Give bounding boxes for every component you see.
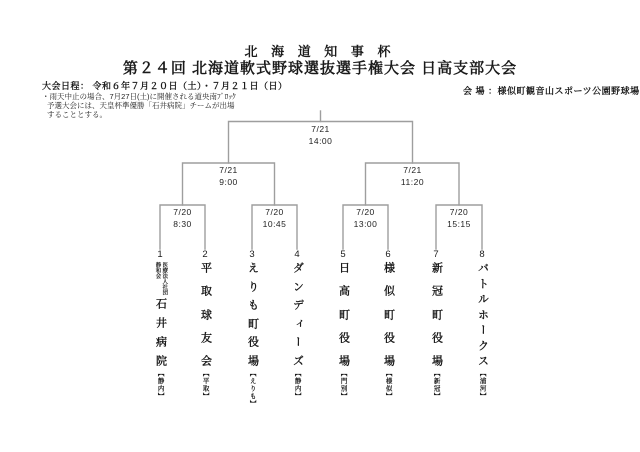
team-3-district: 【えりも】: [248, 370, 256, 408]
team-6-district: 【様似】: [384, 370, 392, 400]
org-prefix-left-column: 静和会: [154, 262, 161, 279]
team-7-name: 新 冠 町 役 場: [430, 262, 443, 366]
note-line-1: ・雨天中止の場合、7月27日(土)に開催される道央南ﾌﾞﾛｯｸ: [42, 92, 236, 101]
team-2-name: 平 取 球 友 会: [199, 262, 212, 366]
quarterfinal-2-date: 7/20: [265, 207, 284, 217]
team-column-5: [321, 249, 365, 400]
team-7-seed: 7: [433, 249, 439, 260]
team-3-seed: 3: [249, 249, 255, 260]
final-match-date: 7/21: [311, 124, 330, 134]
schedule-info: 大会日程： 令和６年７月２０日（土）・７月２１日（日）: [42, 81, 288, 91]
page-subtitle: 第２４回 北海道軟式野球選抜選手権大会 日高支部大会: [122, 60, 518, 77]
semifinal-1-date: 7/21: [219, 165, 238, 175]
venue-info: 会 場 ：様似町観音山スポーツ公園野球場: [463, 86, 640, 96]
team-5-seed: 5: [340, 249, 346, 260]
quarterfinal-1-date: 7/20: [173, 207, 192, 217]
note-line-2: 予選大会には、天皇杯準優勝「石井病院」チームが出場: [47, 101, 235, 110]
team-2-district: 【平取】: [201, 370, 209, 400]
team-column-6: [366, 249, 410, 400]
semifinal-1-time: 9:00: [219, 177, 238, 187]
quarterfinal-3-time: 13:00: [353, 219, 378, 229]
team-1-org-prefix: [154, 262, 167, 296]
team-4-seed: 4: [294, 249, 300, 260]
page-title: 北 海 道 知 事 杯: [244, 44, 396, 59]
quarterfinal-3-date: 7/20: [356, 207, 375, 217]
quarterfinal-4-date: 7/20: [449, 207, 469, 217]
team-8-name: バ ト ル ホ ー ク ス: [476, 262, 489, 366]
team-1-seed: 1: [157, 249, 163, 260]
team-6-seed: 6: [385, 249, 391, 260]
org-prefix-right-column: 医療法人社団: [161, 262, 168, 295]
team-6-name: 様 似 町 役 場: [382, 262, 395, 366]
team-4-district: 【静内】: [293, 370, 301, 400]
team-5-name: 日 高 町 役 場: [337, 262, 350, 366]
quarterfinal-2-time: 10:45: [262, 219, 287, 229]
quarterfinal-4-time: 15:15: [447, 219, 471, 229]
team-7-district: 【新冠】: [432, 370, 440, 400]
team-8-seed: 8: [479, 249, 485, 260]
final-match-time: 14:00: [308, 136, 333, 146]
quarterfinal-1-time: 8:30: [173, 219, 192, 229]
team-5-district: 【門別】: [339, 370, 347, 400]
team-2-seed: 2: [202, 249, 208, 260]
team-1-district: 【静内】: [156, 370, 164, 400]
semifinal-2-date: 7/21: [403, 165, 422, 175]
team-8-district: 【浦河】: [478, 370, 486, 400]
team-3-name: え り も 町 役 場: [246, 262, 259, 366]
team-column-4: [275, 249, 319, 400]
note-line-3: することとする。: [47, 110, 107, 119]
semifinal-2-time: 11:20: [400, 177, 425, 187]
team-column-3: [230, 249, 274, 408]
team-column-7: [414, 249, 458, 400]
team-4-name: ダ ン デ ィ ー ズ: [291, 262, 304, 366]
team-column-8: [460, 249, 504, 400]
team-column-1: [138, 249, 182, 400]
team-1-name: 石 井 病 院: [154, 298, 167, 366]
team-column-2: [183, 249, 227, 400]
